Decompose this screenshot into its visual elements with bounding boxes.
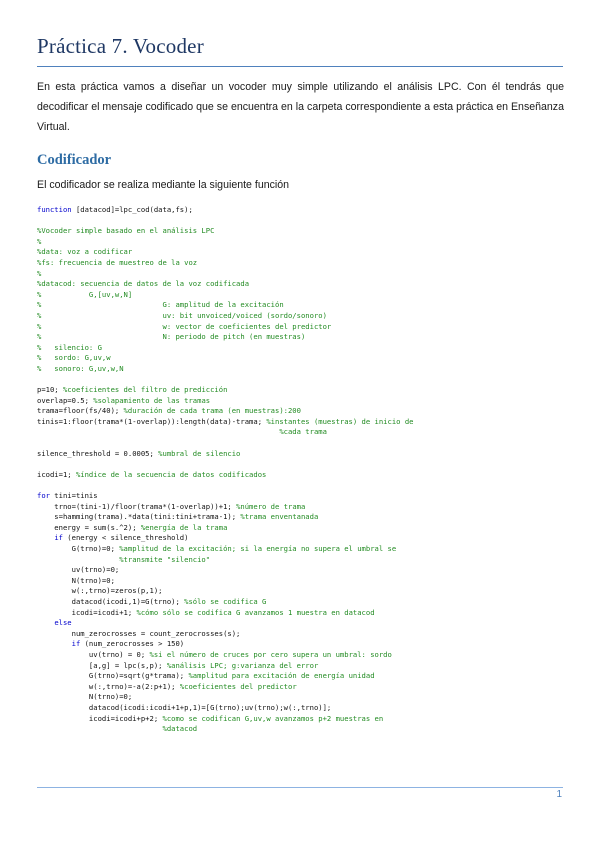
code-text: s=hamming(trama).*data(tini:tini+trama-1);	[37, 512, 241, 522]
code-line	[37, 470, 567, 481]
code-text: (num_zerocrosses > 150)	[80, 639, 185, 649]
code-text: icodi=icodi+1;	[37, 607, 137, 617]
code-comment: %data: voz a codificar	[37, 247, 133, 257]
code-comment: % sonoro: G,uv,w,N	[37, 363, 124, 373]
code-line	[37, 226, 567, 237]
code-line	[37, 671, 567, 682]
code-line	[37, 491, 567, 502]
code-line	[37, 205, 567, 216]
code-line	[37, 459, 567, 470]
code-comment: %datacod: secuencia de datos de la voz codificada	[37, 279, 250, 289]
code-line	[37, 332, 567, 343]
code-comment: % silencio: G	[37, 342, 102, 352]
code-text: N(trno)=0;	[37, 692, 133, 702]
code-line	[37, 216, 567, 227]
code-text: [a,g] = lpc(s,p);	[37, 660, 167, 670]
code-line	[37, 269, 567, 280]
code-text: w(:,trno)=-a(2:p+1);	[37, 681, 180, 691]
code-comment: %umbral de silencio	[158, 448, 241, 458]
code-line	[37, 480, 567, 491]
code-line	[37, 427, 567, 438]
code-comment: %número de trama	[236, 501, 306, 511]
code-comment: %transmite "silencio"	[37, 554, 211, 564]
code-comment: %instantes (muestras) de inicio de	[266, 416, 414, 426]
code-keyword: function	[37, 205, 72, 214]
code-line	[37, 322, 567, 333]
code-comment: %	[37, 268, 42, 278]
code-comment: %como se codifican G,uv,w avanzamos p+2 muestras en	[162, 713, 384, 723]
code-keyword: if	[54, 533, 63, 543]
code-line	[37, 237, 567, 248]
code-line	[37, 661, 567, 672]
code-text: silence_threshold = 0.0005;	[37, 448, 159, 458]
code-line	[37, 502, 567, 513]
code-line	[37, 343, 567, 354]
code-comment: % G,[uv,w,N]	[37, 289, 133, 299]
code-line	[37, 586, 567, 597]
footer-rule	[37, 787, 563, 788]
code-comment: %coeficientes del predictor	[179, 681, 297, 691]
code-text: trno=(tini-1)/floor(trama*(1-overlap))+1;	[37, 501, 237, 511]
code-listing	[37, 205, 567, 735]
code-comment: %duración de cada trama (en muestras):200	[123, 406, 301, 416]
code-text: num_zerocrosses = count_zerocrosses(s);	[37, 628, 241, 638]
code-line	[37, 449, 567, 460]
code-line	[37, 353, 567, 364]
code-comment: %coeficientes del filtro de predicción	[62, 385, 228, 395]
code-text: uv(trno)=0;	[37, 565, 120, 575]
code-line	[37, 375, 567, 386]
code-comment: %amplitud para excitación de energía unidad	[188, 671, 375, 681]
code-text: energy = sum(s.^2);	[37, 522, 141, 532]
code-text: w(:,trno)=zeros(p,1);	[37, 586, 163, 596]
code-comment: %cada trama	[37, 427, 327, 437]
code-comment: % sordo: G,uv,w	[37, 353, 111, 363]
code-line	[37, 703, 567, 714]
code-comment: %energía de la trama	[140, 522, 228, 532]
code-comment: %análisis LPC; g:varianza del error	[166, 660, 319, 670]
code-text: tini=tinis	[49, 491, 98, 501]
code-line	[37, 533, 567, 544]
code-line	[37, 714, 567, 725]
code-comment: %datacod	[37, 724, 198, 734]
code-line	[37, 544, 567, 555]
code-line	[37, 692, 567, 703]
page-title: Práctica 7. Vocoder	[37, 34, 204, 58]
code-line	[37, 565, 567, 576]
code-comment: % uv: bit unvoiced/voiced (sordo/sonoro)	[37, 310, 327, 320]
code-text: trama=floor(fs/40);	[37, 406, 124, 416]
code-line	[37, 364, 567, 375]
code-text: datacod(icodi:icodi+1+p,1)=[G(trno);uv(trno);w(:,trno)];	[37, 702, 332, 712]
code-comment: %trama enventanada	[240, 512, 319, 522]
code-text: uv(trno) = 0;	[37, 649, 150, 659]
code-comment: %	[37, 236, 42, 246]
code-text: G(trno)=sqrt(g*trama);	[37, 671, 189, 681]
code-line	[37, 258, 567, 269]
section-heading: Codificador	[37, 152, 112, 168]
code-line	[37, 279, 567, 290]
code-text: tinis=1:floor(trama*(1-overlap)):length(data)-trama;	[37, 416, 267, 426]
code-line	[37, 417, 567, 428]
code-text: overlap=0.5;	[37, 395, 94, 405]
code-line	[37, 682, 567, 693]
code-comment: %cómo sólo se codifica G avanzamos 1 muestra en datacod	[136, 607, 375, 617]
code-line	[37, 724, 567, 735]
code-line	[37, 597, 567, 608]
code-comment: % N: periodo de pitch (en muestras)	[37, 332, 306, 342]
title-rule	[37, 66, 563, 67]
code-text	[37, 533, 54, 542]
lead-paragraph: El codificador se realiza mediante la siguiente función	[37, 179, 290, 191]
code-comment: % G: amplitud de la excitación	[37, 300, 284, 310]
code-line	[37, 300, 567, 311]
code-comment: %amplitud de la excitación; si la energía no supera el umbral se	[119, 544, 397, 553]
code-comment: %Vocoder simple basado en el análisis LPC	[37, 226, 215, 236]
code-text	[37, 618, 54, 627]
code-keyword: if	[71, 639, 81, 649]
code-text: (energy < silence_threshold)	[62, 533, 189, 543]
code-text: p=10;	[37, 385, 63, 395]
code-line	[37, 618, 567, 629]
code-line	[37, 406, 567, 417]
code-text: datacod(icodi,1)=G(trno);	[37, 596, 185, 606]
code-line	[37, 650, 567, 661]
code-line	[37, 385, 567, 396]
code-comment: %solapamiento de las tramas	[93, 395, 211, 405]
code-comment: %índice de la secuencia de datos codificados	[75, 469, 267, 479]
code-line	[37, 629, 567, 640]
code-text: G(trno)=0;	[37, 544, 120, 553]
page-number: 1	[556, 789, 562, 800]
code-line	[37, 247, 567, 258]
code-comment: %si el número de cruces por cero supera un umbral: sordo	[149, 649, 392, 659]
code-text: icodi=icodi+p+2;	[37, 713, 163, 723]
intro-paragraph: En esta práctica vamos a diseñar un vocoder muy simple utilizando el análisis LPC. Con él tendrás que decodificar el mensaje codificado que se encuentra en la carpeta correspondiente a esta práctica en Enseñanza Virtual.	[37, 81, 564, 133]
code-line	[37, 555, 567, 566]
code-text: [datacod]=lpc_cod(data,fs);	[71, 205, 193, 214]
code-comment: %fs: frecuencia de muestreo de la voz	[37, 257, 198, 267]
code-line	[37, 512, 567, 523]
code-comment: %sólo se codifica G	[184, 596, 267, 606]
code-line	[37, 311, 567, 322]
code-text	[37, 639, 72, 648]
code-comment: % w: vector de coeficientes del predictor	[37, 321, 332, 331]
code-line	[37, 576, 567, 587]
code-line	[37, 608, 567, 619]
code-line	[37, 523, 567, 534]
code-text: N(trno)=0;	[37, 575, 115, 585]
code-keyword: else	[54, 618, 72, 628]
code-line	[37, 396, 567, 407]
code-line	[37, 438, 567, 449]
code-text: icodi=1;	[37, 469, 76, 479]
code-line	[37, 639, 567, 650]
code-line	[37, 290, 567, 301]
code-keyword: for	[37, 491, 50, 501]
